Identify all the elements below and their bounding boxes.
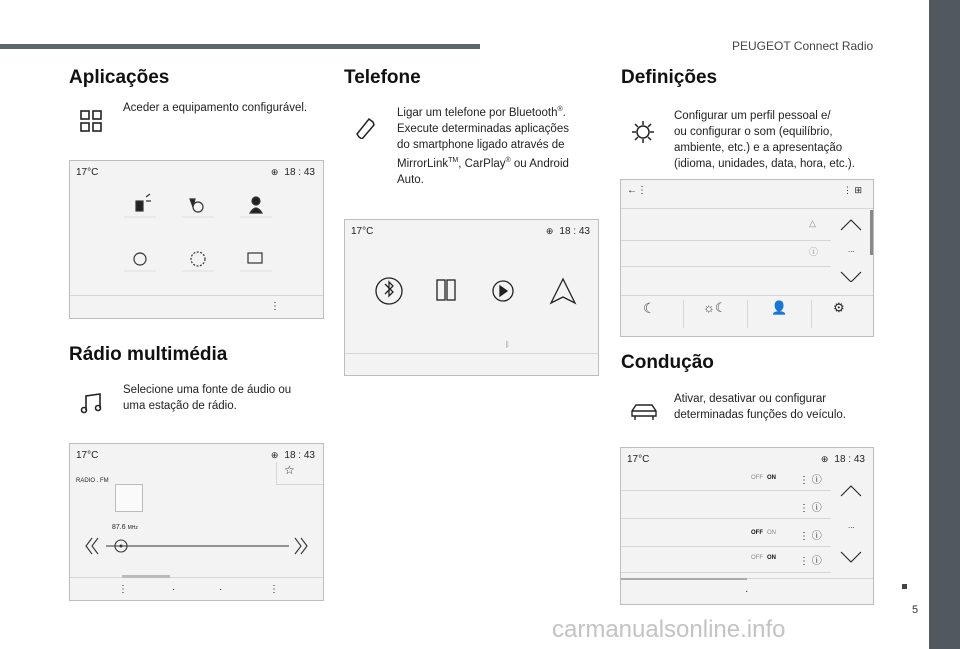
conducao-description-line: Ativar, desativar ou configurar <box>674 393 827 405</box>
row-controls[interactable]: ⋮ ⓘ <box>799 531 822 542</box>
clock-time: 18 : 43 <box>559 226 590 237</box>
page-edge-bar <box>929 0 960 649</box>
profile-body-icon <box>250 208 262 213</box>
bluetooth-icon <box>385 282 393 296</box>
menu-dots-icon[interactable]: ⋮ <box>270 301 280 312</box>
radio-screen <box>69 443 324 601</box>
active-tab-indicator <box>122 575 170 578</box>
temp-app-icon <box>190 199 195 207</box>
row-controls[interactable]: ⋮ ⓘ <box>799 475 822 486</box>
night-mode-icon[interactable]: ☾ <box>643 300 656 316</box>
scroll-up-icon[interactable] <box>841 220 861 230</box>
android-auto-app-icon[interactable] <box>551 279 575 303</box>
telefone-description <box>397 102 569 188</box>
page-number: 5 <box>912 604 919 616</box>
screen-divider <box>621 546 831 547</box>
section-title-telefone: Telefone <box>344 67 421 88</box>
toggle-on-off[interactable] <box>751 475 776 481</box>
status-bar <box>70 161 323 183</box>
warning-icon: △ <box>809 218 816 228</box>
apps-screen <box>69 160 324 319</box>
toggle-on-off[interactable] <box>751 555 776 561</box>
menu-dots-icon[interactable]: ⋮ <box>269 584 279 595</box>
telefone-text: Ligar um telefone por Bluetooth <box>397 106 558 119</box>
screen-divider <box>621 490 831 491</box>
play-icon <box>500 286 507 296</box>
bluetooth-status-icon: ᛒ <box>505 340 510 349</box>
watermark: carmanualsonline.info <box>552 616 786 643</box>
top-rule <box>0 44 480 49</box>
svg-text:...: ... <box>848 245 855 254</box>
temperature: 17°C <box>76 167 99 178</box>
gps-icon: ⊕ <box>820 454 829 464</box>
back-arrow-icon[interactable]: ←⋮ <box>627 185 647 196</box>
toggle-off: OFF <box>751 530 763 536</box>
clock-time: 18 : 43 <box>834 454 865 465</box>
clock-time: 18 : 43 <box>284 450 315 461</box>
phone-icon <box>355 117 377 139</box>
section-title-aplicacoes: Aplicações <box>69 67 170 88</box>
gps-icon: ⊕ <box>270 167 279 177</box>
brightness-icon[interactable]: ☼☾ <box>703 300 727 315</box>
toggle-on: ON <box>767 475 776 481</box>
gear-icon[interactable]: ⚙ <box>833 300 845 315</box>
clock <box>271 167 315 178</box>
temperature: 17°C <box>76 450 99 461</box>
temperature: 17°C <box>627 454 650 465</box>
screen-divider <box>621 572 831 573</box>
scroll-down-icon[interactable] <box>841 552 861 562</box>
scroll-arrows[interactable] <box>839 216 863 282</box>
tab-dot[interactable]: · <box>745 586 749 597</box>
chat-app-icon[interactable] <box>134 253 146 265</box>
seek-back-icon[interactable] <box>86 538 98 554</box>
clock-app-icon[interactable] <box>193 202 203 212</box>
screen-divider <box>345 353 598 354</box>
screen-divider <box>621 208 873 209</box>
telefone-text: MirrorLink <box>397 157 449 170</box>
status-bar <box>621 448 873 470</box>
apps-icon-grid <box>120 191 280 281</box>
definicoes-description-line: ou configurar o som (equilíbrio, <box>674 126 833 138</box>
toggle-on-off[interactable] <box>751 530 780 536</box>
conducao-description-line: determinadas funções do veículo. <box>674 409 846 421</box>
screen-divider <box>70 295 323 296</box>
page-marker <box>902 584 907 589</box>
radio-band: RADIO . FM <box>76 478 109 484</box>
scroll-up-icon[interactable] <box>841 486 861 496</box>
telefone-text: ou Android <box>510 157 569 170</box>
screen-divider <box>70 577 323 578</box>
profile-app-icon[interactable] <box>252 197 260 205</box>
driving-screen <box>620 447 874 605</box>
delete-icon[interactable]: ⋮ ⊞ <box>843 185 863 195</box>
header-title: PEUGEOT Connect Radio <box>732 39 874 53</box>
car-icon <box>630 402 658 422</box>
seek-forward-icon[interactable] <box>295 538 307 554</box>
radio-description-line: Selecione uma fonte de áudio ou <box>123 384 292 396</box>
definicoes-description-line: Configurar um perfil pessoal e/ <box>674 110 831 122</box>
scroll-arrows[interactable] <box>839 482 863 566</box>
frequency-value: 87.6 <box>112 524 126 531</box>
definicoes-description-line: (idioma, unidades, data, hora, etc.). <box>674 158 855 170</box>
media-app-icon[interactable] <box>248 253 262 263</box>
temperature: 17°C <box>351 226 374 237</box>
clock-time: 18 : 43 <box>284 167 315 178</box>
screen-divider <box>276 462 277 484</box>
svg-text:...: ... <box>848 521 855 530</box>
telefone-text: . <box>562 106 566 119</box>
screen-divider <box>276 484 323 485</box>
mirrorlink-app-icon[interactable] <box>437 280 445 300</box>
app-icon-cleaning[interactable] <box>136 201 143 211</box>
screen-divider <box>621 240 831 241</box>
music-note-icon <box>80 393 102 415</box>
telefone-description-line <box>397 153 569 172</box>
registered-mark: ® <box>505 156 511 164</box>
favorite-star-icon[interactable]: ☆ <box>284 463 295 477</box>
tuning-slider[interactable] <box>84 534 309 558</box>
screen-divider <box>621 518 831 519</box>
section-title-definicoes: Definições <box>621 67 718 88</box>
telefone-description-line: do smartphone ligado através de <box>397 138 565 151</box>
conducao-description <box>674 391 846 423</box>
telefone-description-line <box>397 102 569 121</box>
radio-description <box>123 382 291 414</box>
screen-divider <box>621 295 873 296</box>
settings-screen <box>620 179 874 337</box>
toggle-on: ON <box>767 530 776 536</box>
toggle-off: OFF <box>751 555 763 561</box>
apps-grid-icon <box>80 110 102 132</box>
scroll-down-icon[interactable] <box>841 272 861 282</box>
row-controls[interactable]: ⋮ ⓘ <box>799 503 822 514</box>
trademark: TM <box>448 156 459 164</box>
profile-icon[interactable]: 👤 <box>771 300 788 315</box>
screen-divider <box>811 300 812 328</box>
clock <box>546 226 590 237</box>
screen-divider <box>683 300 684 328</box>
clock <box>821 454 865 465</box>
section-title-conducao: Condução <box>621 352 714 373</box>
tab-dot[interactable]: · <box>172 584 176 595</box>
phone-screen <box>344 219 599 376</box>
toggle-off: OFF <box>751 475 763 481</box>
telefone-description-line: Execute determinadas aplicações <box>397 122 569 135</box>
registered-mark: ® <box>557 106 563 113</box>
scrollbar[interactable] <box>870 210 873 255</box>
radio-description-line: uma estação de rádio. <box>123 400 237 412</box>
toggle-on: ON <box>767 555 776 561</box>
frequency-unit: MHz <box>127 525 138 531</box>
menu-dots-icon[interactable]: ⋮ <box>118 584 128 595</box>
spray-icon <box>146 194 151 201</box>
station-artwork <box>115 484 143 512</box>
active-tab-indicator <box>621 578 747 580</box>
section-title-radio: Rádio multimédia <box>69 344 228 365</box>
gps-icon: ⊕ <box>545 226 554 236</box>
settings-gear-icon <box>630 119 656 145</box>
row-controls[interactable]: ⋮ ⓘ <box>799 556 822 567</box>
aplicacoes-description: Aceder a equipamento configurável. <box>123 102 308 114</box>
tab-dot[interactable]: · <box>219 584 223 595</box>
gps-icon: ⊕ <box>270 450 279 460</box>
clock <box>271 450 315 461</box>
telefone-description-line: Auto. <box>397 173 424 186</box>
definicoes-description <box>674 108 855 172</box>
status-bar <box>345 220 598 242</box>
info-icon: ⓘ <box>809 247 819 257</box>
phone-apps <box>365 275 585 307</box>
screen-divider <box>621 266 831 267</box>
definicoes-description-line: ambiente, etc.) e a apresentação <box>674 142 843 154</box>
frequency <box>112 524 138 531</box>
screen-divider <box>747 300 748 328</box>
settings-app-icon[interactable] <box>191 252 205 266</box>
telefone-text: , CarPlay <box>458 157 506 170</box>
